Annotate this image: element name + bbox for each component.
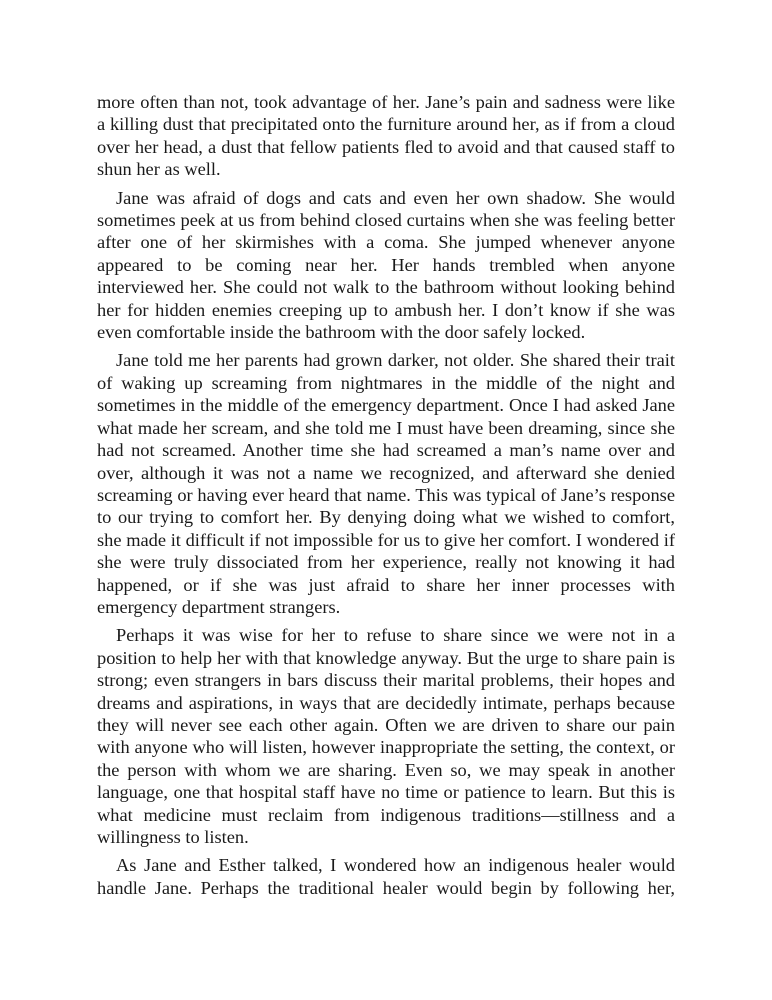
book-page-text — [97, 91, 675, 899]
paragraph-jane-parents: Jane told me her parents had grown darker, not older. She shared their trait of waking up screaming from nightmares in the middle of the night and sometimes in the middle of the emergency department. Once I had asked Jane what made her scream, and she told me I must have been dreaming, since she had not screamed. Another time she had screamed a man’s name over and over, although it was not a name we recognized, and afterward she denied screaming or having ever heard that name. This was typical of Jane’s response to our trying to comfort her. By denying doing what we wished to comfort, she made it difficult if not impossible for us to give her comfort. I wondered if she were truly dissociated from her experience, really not knowing it had happened, or if she was just afraid to share her inner processes with emergency department strangers. — [97, 350, 675, 617]
paragraph-continuation: more often than not, took advantage of her. Jane’s pain and sadness were like a killing dust that precipitated onto the furniture around her, as if from a cloud over her head, a dust that fellow patients fled to avoid and that caused staff to shun her as well. — [97, 92, 675, 180]
paragraph-sharing-pain: Perhaps it was wise for her to refuse to share since we were not in a position to help her with that knowledge anyway. But the urge to share pain is strong; even strangers in bars discuss their marital problems, their hopes and dreams and aspirations, in ways that are decidedly intimate, perhaps because they will never see each other again. Often we are driven to share our pain with anyone who will listen, however inappropriate the setting, the context, or the person with whom we are sharing. Even so, we may speak in another language, one that hospital staff have no time or patience to learn. But this is what medicine must reclaim from indigenous traditions—stillness and a willingness to listen. — [97, 625, 675, 847]
paragraph-indigenous-healer: As Jane and Esther talked, I wondered how an indigenous healer would handle Jane. Perhaps the traditional healer would begin by following her, — [97, 855, 675, 898]
paragraph-jane-fears: Jane was afraid of dogs and cats and even her own shadow. She would sometimes peek at us from behind closed curtains when she was feeling better after one of her skirmishes with a coma. She jumped whenever anyone appeared to be coming near her. Her hands trembled when anyone interviewed her. She could not walk to the bathroom without looking behind her for hidden enemies creeping up to ambush her. I don’t know if she was even comfortable inside the bathroom with the door safely locked. — [97, 187, 675, 343]
